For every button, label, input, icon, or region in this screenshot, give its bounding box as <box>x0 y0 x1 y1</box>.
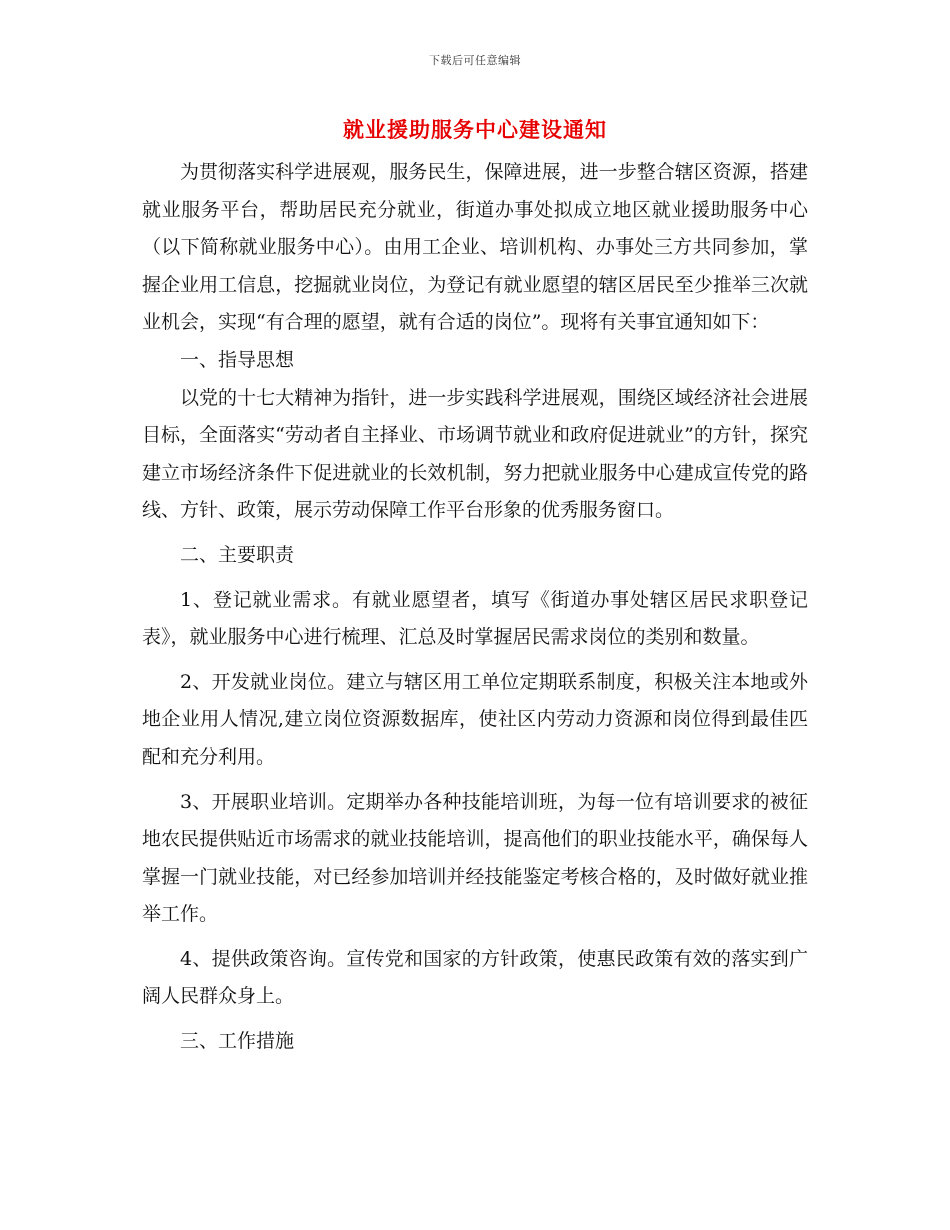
document-body <box>142 154 808 1061</box>
paragraph-duty-2: 2、开发就业岗位。建立与辖区用工单位定期联系制度，积极关注本地或外地企业用人情况,建立岗位资源数据库，使社区内劳动力资源和岗位得到最佳匹配和充分利用。 <box>142 670 808 768</box>
heading-guiding-ideology: 一、指导思想 <box>180 348 295 371</box>
heading-work-measures: 三、工作措施 <box>180 1030 295 1053</box>
header-note: 下载后可任意编辑 <box>429 54 521 67</box>
paragraph-duty-3: 3、开展职业培训。定期举办各种技能培训班，为每一位有培训要求的被征地农民提供贴近市场需求的就业技能培训，提高他们的职业技能水平，确保每人掌握一门就业技能，对已经参加培训并经技能鉴定考核合格的，及时做好就业推举工作。 <box>142 790 808 926</box>
paragraph-duty-4: 4、提供政策咨询。宣传党和国家的方针政策，使惠民政策有效的落实到广阔人民群众身上。 <box>142 947 808 1008</box>
heading-main-duties: 二、主要职责 <box>180 543 295 566</box>
paragraph-duty-1: 1、登记就业需求。有就业愿望者，填写《街道办事处辖区居民求职登记表》，就业服务中心进行梳理、汇总及时掌握居民需求岗位的类别和数量。 <box>142 588 808 649</box>
document-title: 就业援助服务中心建设通知 <box>343 117 607 142</box>
paragraph-intro: 为贯彻落实科学进展观，服务民生，保障进展，进一步整合辖区资源，搭建就业服务平台，帮助居民充分就业，街道办事处拟成立地区就业援助服务中心（以下简称就业服务中心）。由用工企业、培训机构、办事处三方共同参加，掌握企业用工信息，挖掘就业岗位，为登记有就业愿望的辖区居民至少推举三次就业机会，实现“有合理的愿望，就有合适的岗位”。现将有关事宜通知如下： <box>142 161 808 334</box>
paragraph-guiding-ideology: 以党的十七大精神为指针，进一步实践科学进展观，围绕区域经济社会进展目标，全面落实“劳动者自主择业、市场调节就业和政府促进就业”的方针，探究建立市场经济条件下促进就业的长效机制，努力把就业服务中心建成宣传党的路线、方针、政策，展示劳动保障工作平台形象的优秀服务窗口。 <box>142 386 808 522</box>
